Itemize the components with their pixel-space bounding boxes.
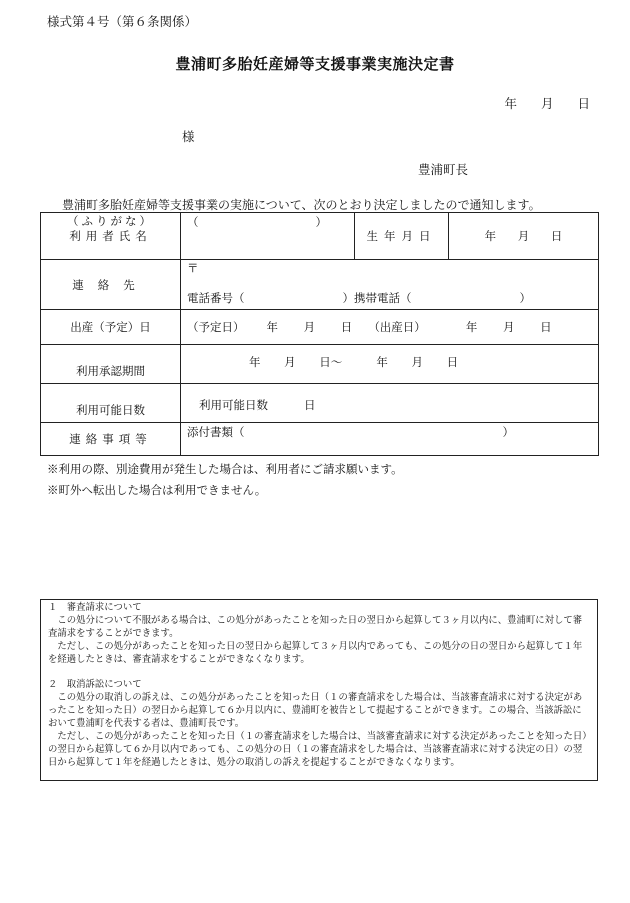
appeal-paragraph-1: この処分について不服がある場合は、この処分があったことを知った日の翌日から起算して３ヶ月以内に、豊浦町に対して審査請求をすることができます。 — [48, 614, 583, 639]
table-row-contact — [41, 260, 599, 310]
available-days-label: 利用可能日数 — [41, 384, 181, 423]
available-days-value-cell[interactable] — [181, 384, 599, 423]
table-row-remarks — [41, 423, 599, 456]
furigana-label: （ふりがな） — [67, 214, 154, 228]
phone-close: ） — [342, 291, 354, 305]
table-row-name — [41, 213, 599, 260]
furigana-paren-close: ） — [315, 215, 327, 229]
mobile-label: 携帯電話（ — [354, 291, 412, 305]
lawsuit-paragraph-1: この処分の取消しの訴えは、この処分があったことを知った日（１の審査請求をした場合は、当該審査請求に対する決定があったことを知った日）の翌日から起算して６か月以内に、豊浦町を被告として提起することができます。この場合、当該訴訟において豊浦町を代表する者は、豊浦町長です。 — [48, 692, 583, 730]
addressee-suffix: 様 — [182, 129, 195, 144]
lawsuit-heading: ２ 取消訴訟について — [48, 679, 142, 691]
birthdate-label: 生年月日 — [355, 213, 449, 260]
form-number: 様式第４号（第６条関係） — [47, 14, 198, 29]
remarks-value-cell[interactable] — [181, 423, 599, 456]
appeal-heading: １ 審査請求について — [48, 602, 142, 613]
name-label-cell — [41, 213, 181, 260]
available-days-inline-label: 利用可能日数 — [199, 398, 268, 412]
name-label: 利用者氏名 — [69, 229, 152, 243]
decision-table — [40, 212, 599, 456]
mobile-close: ） — [519, 291, 531, 305]
issuer-name: 豊浦町長 — [418, 162, 469, 177]
actual-date: 年 月 日 — [465, 320, 552, 334]
table-row-days — [41, 384, 599, 423]
issue-date: 年 月 日 — [504, 96, 590, 111]
phone-line — [187, 291, 592, 306]
available-days-unit: 日 — [304, 398, 316, 412]
expected-label: （予定日） — [187, 320, 245, 334]
appeal-paragraph-2: ただし、この処分があったことを知った日の翌日から起算して３ヶ月以内であっても、この処分の日の翌日から起算して１年を経過したときは、審査請求をすることができなくなります。 — [48, 640, 583, 665]
birth-date-label: 出産（予定）日 — [41, 310, 181, 345]
period-end: 年 月 日 — [376, 355, 459, 369]
intro-text: 豊浦町多胎妊産婦等支援事業の実施について、次のとおり決定しましたので通知します。 — [62, 198, 541, 212]
note-fee: ※利用の際、別途費用が発生した場合は、利用者にご請求願います。 — [47, 462, 403, 476]
approval-period-label: 利用承認期間 — [41, 345, 181, 384]
postal-mark: 〒 — [187, 261, 199, 275]
document-title: 豊浦町多胎妊産婦等支援事業実施決定書 — [175, 55, 455, 73]
note-relocation: ※町外へ転出した場合は利用できません。 — [47, 483, 267, 497]
contact-value-cell[interactable] — [181, 260, 599, 310]
table-row-birth — [41, 310, 599, 345]
remarks-label: 連絡事項等 — [41, 423, 181, 456]
birthdate-value[interactable]: 年 月 日 — [449, 213, 599, 260]
table-row-period — [41, 345, 599, 384]
attachments-close: ） — [502, 425, 514, 439]
actual-label: （出産日） — [368, 320, 426, 334]
lawsuit-paragraph-2: ただし、この処分があったことを知った日（１の審査請求をした場合は、当該審査請求に対する決定があったことを知った日）の翌日から起算して６か月以内であっても、この処分の日（１の審査請求をした場合は、当該審査請求に対する決定の日）の翌日から起算して１年を経過したときは、処分の取消しの訴えを提起することができなくなります。 — [48, 731, 587, 768]
name-value-cell[interactable] — [181, 213, 355, 260]
contact-label: 連絡先 — [41, 260, 181, 310]
expected-date: 年 月 日 — [266, 320, 353, 334]
furigana-paren-open: （ — [187, 215, 199, 229]
approval-period-value-cell[interactable] — [181, 345, 599, 384]
furigana-paren — [187, 214, 327, 230]
period-start: 年 月 日〜 — [249, 355, 343, 369]
birth-date-value-cell[interactable] — [181, 310, 599, 345]
phone-label: 電話番号（ — [187, 291, 245, 305]
appeal-notice-box — [40, 599, 598, 781]
attachments-label: 添付書類（ — [187, 425, 245, 439]
